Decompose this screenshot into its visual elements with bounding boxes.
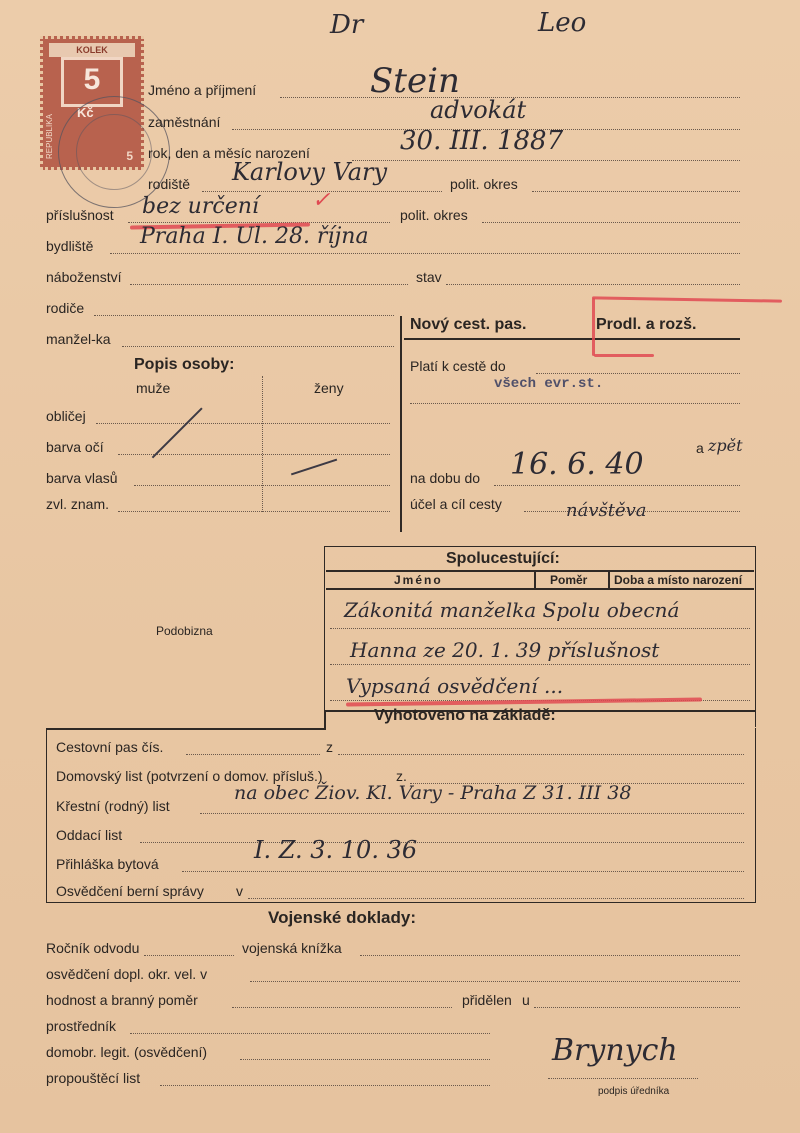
label-stav: stav <box>416 269 442 285</box>
hw-validity-return: zpět <box>708 436 743 455</box>
hw-first-name: Leo <box>538 8 587 38</box>
prodl-a-rozs: Prodl. a rozš. <box>596 316 697 333</box>
popis-title: Popis osoby: <box>134 356 235 373</box>
label-prostrednik: prostředník <box>46 1018 117 1034</box>
spolucestujici-col-header-line <box>326 588 754 590</box>
label-rok: rok, den a měsíc narození <box>148 145 310 161</box>
hw-residence: Praha I. Ul. 28. října <box>140 224 369 249</box>
line-barva-vlasu <box>134 485 390 486</box>
label-domobr: domobr. legit. (osvědčení) <box>46 1044 208 1060</box>
red-check-mark: ✓ <box>312 188 331 213</box>
vyhotoveno-notch <box>324 710 326 730</box>
line-stav <box>446 284 740 285</box>
hw-dash-zeny <box>291 459 337 475</box>
vojenske-title: Vojenské doklady: <box>268 908 417 927</box>
line-pridelen <box>534 1007 740 1008</box>
stamp-value: 5 <box>61 57 123 107</box>
label-rocnik: Ročník odvodu <box>46 940 140 956</box>
line-rok <box>352 160 740 161</box>
popis-column-divider <box>262 376 263 512</box>
hw-surname: Stein <box>370 61 460 101</box>
line-osvedceni <box>248 898 744 899</box>
line-rodice <box>94 315 394 316</box>
label-jmeno: Jméno a příjmení <box>148 82 257 98</box>
line-na-dobu <box>494 485 740 486</box>
label-rodiste: rodiště <box>148 176 191 192</box>
hw-prihlaska: I. Z. 3. 10. 36 <box>254 836 418 864</box>
line-polit-okres-2 <box>482 222 740 223</box>
label-cestovni-z: z <box>326 739 333 755</box>
postmark-inner-circle <box>76 114 152 190</box>
label-propousteci: propouštěcí list <box>46 1070 141 1086</box>
label-oddaci: Oddací list <box>56 827 123 843</box>
line-companion-2 <box>330 664 750 665</box>
line-knizka <box>360 955 740 956</box>
label-pridelen: přidělen <box>462 992 512 1008</box>
line-hodnost <box>232 1007 452 1008</box>
label-osvedceni-v: v <box>236 883 243 899</box>
spolucestujici-title: Spolucestující: <box>446 550 560 567</box>
line-osvedceni-dopl <box>250 981 740 982</box>
hw-krestni: na obec Žiov. Kl. Vary - Praha Z 31. III 38 <box>234 782 632 804</box>
label-ucel: účel a cíl cesty <box>410 496 502 512</box>
label-plati: Platí k cestě do <box>410 358 506 374</box>
hw-birth-date: 30. III. 1887 <box>400 126 564 156</box>
line-zvl-znam <box>118 511 390 512</box>
label-prihlaska: Přihláška bytová <box>56 856 159 872</box>
hw-birthplace: Karlovy Vary <box>232 158 388 186</box>
label-zamestnani: zaměstnání <box>148 114 221 130</box>
label-polit-okres: polit. okres <box>450 176 518 192</box>
stamped-destination: všech evr.st. <box>494 376 604 392</box>
label-cestovni-pas: Cestovní pas čís. <box>56 739 164 755</box>
label-nabozenstvi: náboženství <box>46 269 122 285</box>
popis-row-zvl-znam: zvl. znam. <box>46 496 110 512</box>
hw-slash-muze <box>152 407 203 458</box>
line-cestovni-z <box>338 754 744 755</box>
line-polit-okres <box>532 191 740 192</box>
line-oddaci <box>140 842 744 843</box>
label-pridelen-u: u <box>522 992 530 1008</box>
stamp-currency: Kč <box>77 105 94 120</box>
hw-companion-1: Zákonitá manželka Spolu obecná <box>344 598 680 622</box>
red-mark-prodl <box>592 296 782 302</box>
line-plati-2 <box>410 403 740 404</box>
popis-row-oblicej: obličej <box>46 408 86 424</box>
line-manzel <box>122 346 394 347</box>
label-hodnost: hodnost a branný poměr <box>46 992 198 1008</box>
pass-header-underline <box>404 338 740 340</box>
hw-companion-2: Hanna ze 20. 1. 39 příslušnost <box>350 638 660 662</box>
label-bydliste: bydliště <box>46 238 94 254</box>
spolucestujici-col-divider-2 <box>608 572 610 588</box>
hw-title: Dr <box>330 10 364 40</box>
line-prihlaska <box>182 871 744 872</box>
hw-purpose: návštěva <box>566 500 647 521</box>
novy-cest-pas: Nový cest. pas. <box>410 316 527 333</box>
popis-row-barva-oci: barva očí <box>46 439 104 455</box>
stamp-side-text: REPUBLIKA <box>45 114 54 159</box>
label-podobizna: Podobizna <box>156 624 213 638</box>
line-barva-oci <box>118 454 390 455</box>
label-prislusnost: příslušnost <box>46 207 114 223</box>
line-krestni <box>200 813 744 814</box>
hw-companion-3: Vypsaná osvědčení ... <box>346 674 564 698</box>
line-domobr <box>240 1059 490 1060</box>
label-polit-okres-2: polit. okres <box>400 207 468 223</box>
label-knizka: vojenská knížka <box>242 940 342 956</box>
stamp-top-text: KOLEK <box>49 43 135 57</box>
label-na-dobu: na dobu do <box>410 470 481 486</box>
line-rocnik <box>144 955 234 956</box>
hw-occupation: advokát <box>430 96 527 124</box>
spolucestujici-col-divider-1 <box>534 572 536 588</box>
col-doba: Doba a místo narození <box>614 573 743 587</box>
red-mark-prodl-side <box>592 298 595 356</box>
line-cestovni-pas <box>186 754 320 755</box>
line-plati <box>536 373 740 374</box>
label-osvedceni-dopl: osvědčení dopl. okr. vel. v <box>46 966 208 982</box>
label-podpis: podpis úředníka <box>598 1086 670 1097</box>
hw-belonging: bez určení <box>142 194 259 219</box>
label-domovsky-z: z. <box>396 768 407 784</box>
label-rodice: rodiče <box>46 300 85 316</box>
line-companion-1 <box>330 628 750 629</box>
popis-row-barva-vlasu: barva vlasů <box>46 470 118 486</box>
line-bydliste <box>110 253 740 254</box>
official-signature: Brynych <box>552 1033 678 1068</box>
stamp-bottom-value: 5 <box>126 149 133 163</box>
col-pomer: Poměr <box>550 573 588 587</box>
section-divider <box>400 316 402 532</box>
line-propousteci <box>160 1085 490 1086</box>
col-jmeno: Jméno <box>394 573 443 587</box>
label-domovsky: Domovský list (potvrzení o domov. přísluš.) <box>56 768 323 784</box>
line-signature <box>548 1078 698 1079</box>
label-a: a <box>696 440 704 456</box>
popis-zeny: ženy <box>314 380 344 396</box>
line-oblicej <box>96 423 390 424</box>
hw-validity-until: 16. 6. 40 <box>510 447 644 482</box>
label-osvedceni: Osvědčení berní správy <box>56 883 204 899</box>
line-prostrednik <box>130 1033 490 1034</box>
label-manzel: manžel-ka <box>46 331 111 347</box>
red-mark-prodl-bottom <box>594 354 654 357</box>
line-nabozenstvi <box>130 284 408 285</box>
popis-muze: muže <box>136 380 171 396</box>
label-krestni: Křestní (rodný) list <box>56 798 170 814</box>
vyhotoveno-title: Vyhotoveno na základě: <box>374 707 556 724</box>
